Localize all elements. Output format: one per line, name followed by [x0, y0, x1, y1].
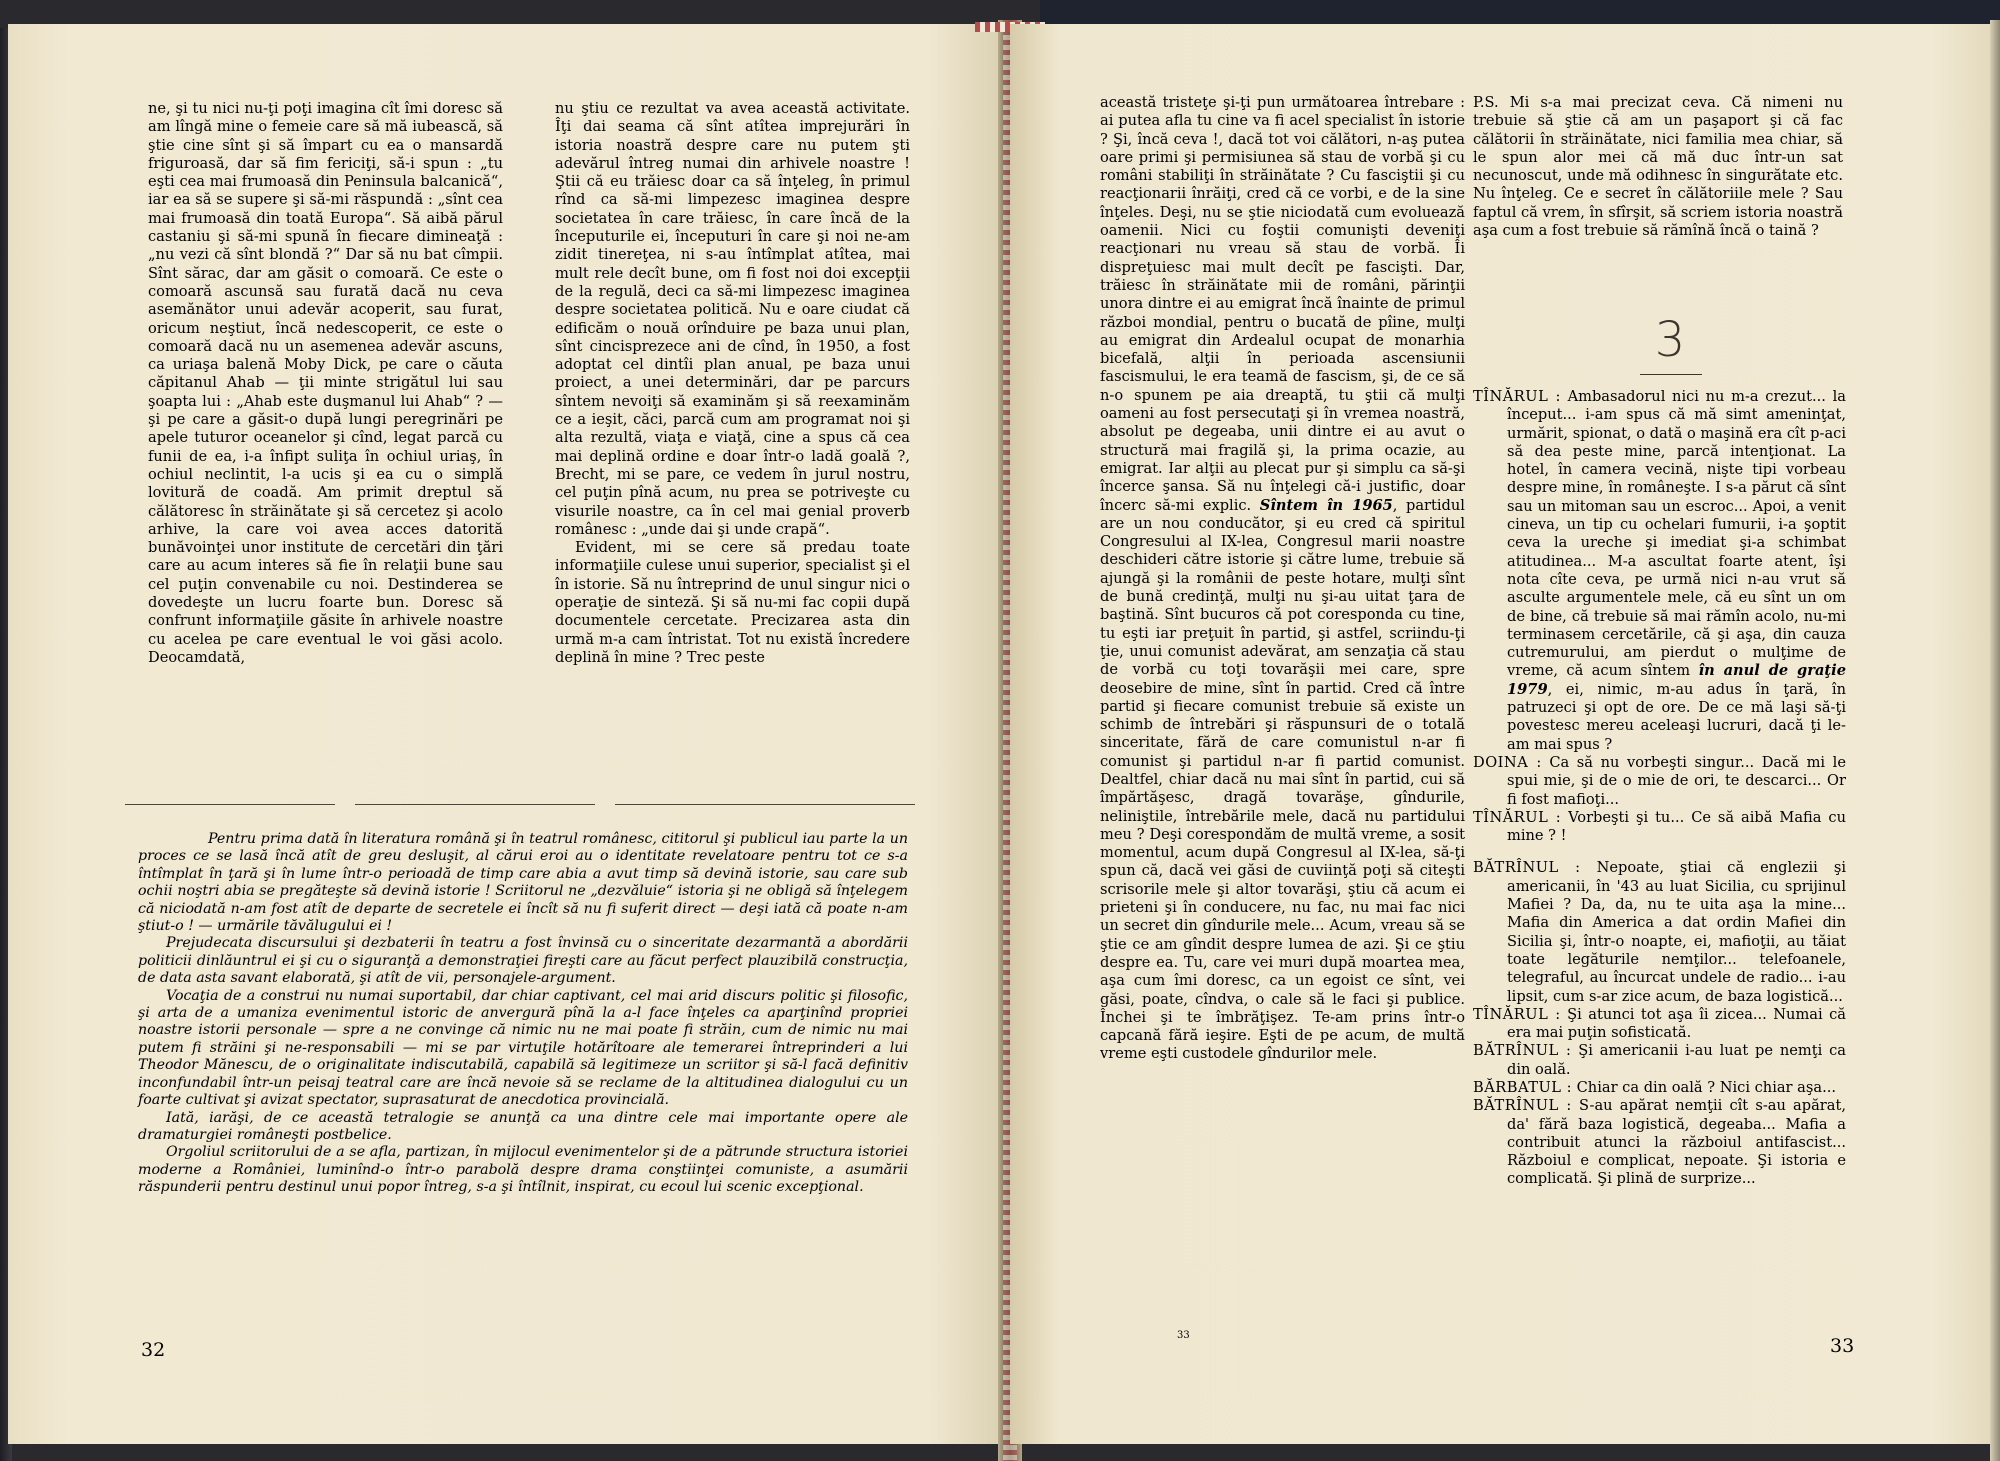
speaker-name: BĂRBATUL : — [1473, 1078, 1572, 1096]
section-number: 3 — [1654, 312, 1686, 368]
speaker-name: DOINA : — [1473, 753, 1542, 771]
dialogue-text: Şi americanii i-au luat pe nemţi ca din oală. — [1507, 1042, 1846, 1078]
left-page-column-1 — [148, 100, 503, 667]
page-number-right: 33 — [1830, 1335, 1855, 1357]
dialogue-line — [1473, 754, 1846, 809]
dialogue-line — [1473, 809, 1846, 846]
postscript: P.S. Mi s-a mai precizat ceva. Că nimeni nu trebuie să ştie că am un paşaport şi că fac călătorii în străinătate, nici familia mea chiar, să le spun alor mei că mă duc într-un sat necunoscut, unde mă odihnesc în singurătate etc. Nu înţeleg. Ce e secret în călătoriile mele ? Sau faptul că vrem, în sfîrşit, să scriem istoria noastră aşa cum a fost trebuie să rămînă încă o taină ? — [1473, 94, 1843, 240]
letter-paragraph — [1100, 94, 1465, 1064]
intro-paragraph: Orgoliul scriitorului de a se afla, partizan, în mijlocul evenimentelor şi de a pătrunde structura istoriei moderne a României, luminînd-o într-o parabolă despre drama conştiinţei comuniste, a asumării răspunderii pentru destinul unui popor întreg, s-a şi întîlnit, inspirat, cu ecoul lui scenic excepţional. — [138, 1144, 908, 1196]
dialogue-text: Chiar ca din oală ? Nici chiar aşa... — [1572, 1078, 1836, 1096]
dialogue-text: Ca să nu vorbeşti singur... Dacă mi le spui mie, şi de o mie de ori, te descarci... Or fi fost mafioţi... — [1507, 753, 1846, 808]
intro-paragraph: Iată, iarăşi, de ce această tetralogie se anunţă ca una dintre cele mai importante opere ale dramaturgiei româneşti postbelice. — [138, 1109, 908, 1143]
right-page-column-2 — [1473, 94, 1843, 240]
dialogue-line — [1473, 1079, 1846, 1097]
speaker-name: BĂTRÎNUL : — [1473, 1042, 1572, 1060]
speaker-name: TÎNĂRUL : — [1473, 808, 1562, 826]
letter-text: această tristeţe şi-ţi pun următoarea întrebare : ai putea afla tu cine va fi acel specialist în istorie ? Şi, încă ceva !, dacă tot voi călători, n-aş putea oare primi şi permisiunea să stau de vorbă şi cu români stabiliţi în străinătate ? Cu fasciştii şi cu reacţionarii înrăiţi, cred că ce vorbi, e de la sine înţeles. Deşi, nu se ştie niciodată cum evoluează oamenii. Nici cu foştii comunişti deveniţi reacţionari nu vreau să stau de vorbă. Îi dispreţuiesc mai mult decît pe fascişti. Dar, trăiesc în străinătate mii de români, părinţii unora dintre ei au emigrat încă înainte de primul război mondial, pentru o bucată de pîine, mulţi au emigrat din Ardealul ocupat de monarhia bicefală, alţii în perioada ascensiunii fascismului, le era teamă de fascism, şi, de ce să n-o spunem pe aia dreaptă, tu ştii că mulţi oameni au fost persecutaţi şi în vremea noastră, absolut pe degeaba, unii dintre ei au avut o structură mai fragilă şi, la prima ocazie, au emigrat. Iar alţii au plecat pur şi simplu ca să-şi încerce şansa. Să nu înţelegi că-i justific, doar încerc să-mi explic. — [1100, 94, 1465, 514]
paragraph: Evident, mi se cere să predau toate informaţiile culese unui superior, specialist şi el în istorie. Să nu întreprind de unul singur nici o operaţie de sinteză. Şi să nu-mi fac copii după documentele cercetate. Precizarea asta din urmă m-a cam întristat. Tot nu există încredere deplină în mine ? Trec peste — [555, 539, 910, 666]
dialogue-text: Şi atunci tot aşa îi zicea... Numai că era mai puţin sofisticată. — [1507, 1005, 1846, 1042]
paragraph: ne, şi tu nici nu-ţi poţi imagina cît îmi doresc să am lîngă mine o femeie care să mă iubească, să ştie cine sînt şi să împart cu ea o mansardă friguroasă, dar să fim fericiţi, să-i spun : „tu eşti cea mai frumoasă din Peninsula balcanică“, iar ea să se supere şi să-mi răspundă : „sînt cea mai frumoasă din toată Europa“. Să aibă părul castaniu şi să-mi spună în fiecare dimineaţă : „nu vezi că sînt blondă ?“ Dar să nu bat cîmpii. Sînt sărac, dar am găsit o comoară. Ce este o comoară ascunsă sau furată dacă nu ceva asemănător unui adevăr acoperit, sau furat, oricum neştiut, încă nedescoperit, ce este o comoară dacă nu un asemenea adevăr ascuns, ca uriaşa balenă Moby Dick, pe care o căuta căpitanul Ahab — ţii minte strigătul lui sau şoapta lui : „Ahab este duşmanul lui Ahab“ ? — şi pe care a găsit-o după lungi peregrinări pe apele tuturor oceanelor şi cînd, legat parcă cu funii de ea, i-a înfipt suliţa în ochiul uriaş, în ochiul neclintit, l-a ucis şi ea cu o simplă lovitură de coadă. Am primit dreptul să călătoresc în străinătate şi să cercetez şi acolo arhive, la care voi avea acces datorită bunăvoinţei unor institute de cercetări din ţări care au acum interes să fie în relaţii bune sau cel puţin convenabile cu noi. Destinderea se dovedeşte un lucru foarte bun. Doresc să confrunt informaţiile găsite în arhivele noastre cu acelea pe care eventual le voi găsi acolo. Deocamdată, — [148, 100, 503, 666]
dialogue-line — [1473, 859, 1846, 1005]
dialogue-text: S-au apărat nemţii cît s-au apărat, da' fără baza logistică, degeaba... Mafia a contribuit atunci la războiul antifascist... Războiul e complicat, nepoate. Şi istoria e complicată. Şi plină de surprize... — [1507, 1097, 1846, 1188]
speaker-name: TÎNĂRUL : — [1473, 1005, 1561, 1023]
letter-text: , partidul are un nou conducător, şi eu cred că spiritul Congresului al IX-lea, Congresul marii noastre deschideri către istorie şi către lume, trebuie să ajungă şi la românii de peste hotare, mulţi sînt de bună credinţă, mulţi nu şi-au uitat ţara de baştină. Sînt bucuros că pot coresponda cu tine, tu eşti iar preţuit în partid, şi astfel, scriindu-ţi ţie, unui comunist adevărat, am senzaţia că stau de vorbă cu toţi tovarăşii mei care, spre deosebire de mine, sînt în partid. Cred că între partid şi fiecare comunist trebuie să existe un schimb de întrebări şi răspunsuri de o totală sinceritate, fără de care comunistul n-ar fi comunist şi partidul n-ar fi partid comunist. Dealtfel, chiar dacă nu mai sînt în partid, cui să împărtăşesc, dragă tovarăşe, gîndurile, neliniştile, întrebările mele, dacă nu partidului meu ? Deşi corespondăm de multă vreme, a sosit momentul, acum după Congresul al IX-lea, să-ţi spun că, dacă vei găsi de cuviinţă poţi să citeşti scrisorile mele şi altor tovarăşi, ştiu că acum ei prieteni şi în conducere, nu fac, nu mai fac nici un secret din gîndurile mele... Acum, vreau să se ştie ce am gîndit despre lumea de azi. Şi ce ştiu despre ea. Tu, care vei muri după moartea mea, aşa cum îmi doresc, ca un egoist ce sînt, vei găsi, poate, cîndva, o cale să le faci şi publice. Închei şi te îmbrăţişez. Te-am prins într-o capcană fără ieşire. Eşti de pe acum, de multă vreme eşti custodele gîndurilor mele. — [1100, 496, 1465, 1063]
dialogue-text: Ambasadorul nici nu m-a crezut... la început... i-am spus că mă simt ameninţat, urmărit, spionat, o dată o maşină era cît p-aci să dea peste mine, parcă intenţionat. La hotel, în camera vecină, nişte tipi vorbeau despre mine, în româneşte. I s-a părut că sînt sau un mitoman sau un escroc... Apoi, a venit cineva, un tip cu ochelari fumurii, i-a şoptit ceva la ureche şi imediat şi-a schimbat atitudinea... M-a ascultat foarte atent, îşi nota cîte ceva, pe urmă nici n-au vrut să asculte argumentele mele, că eu sînt un om de bine, că trebuie să mai rămîn acolo, nu-mi terminasem cercetările, că şi aşa, din cauza cutremurului, am pierdut o mulţime de vreme, că acum sîntem — [1507, 388, 1846, 680]
dialogue-line — [1473, 1006, 1846, 1043]
dialogue-line — [1473, 1097, 1846, 1188]
intro-paragraph: Vocaţia de a construi nu numai suportabil, dar chiar captivant, cel mai arid discurs politic şi filosofic, şi arta de a umaniza evenimentul istoric de anvergură pînă la a-l face înţeles ca aparţinînd propriei noastre istorii personale — spre a ne convinge că nimic nu ne mai poate fi străin, cum de nimic nu mai putem fi străini şi ne-responsabili — mi se par virtuţile hotărîtoare ale temerarei întreprinderi a lui Theodor Mănescu, de o originalitate indiscutabilă, capabilă să legitimeze un scriitor şi să-l facă definitiv inconfundabil într-un peisaj teatral care are încă nevoie să se reclame de la altitudinea dialogului cu un foarte cultivat şi avizat spectator, suprasaturat de anecdotica provincială. — [138, 987, 908, 1109]
section-divider — [125, 804, 915, 805]
dialogue-line — [1473, 388, 1846, 754]
section-rule — [1640, 374, 1702, 375]
right-page-column-1 — [1100, 94, 1465, 1064]
dialogue-line — [1473, 1042, 1846, 1079]
speaker-name: BĂTRÎNUL : — [1473, 1097, 1572, 1115]
editorial-introduction — [138, 831, 908, 1197]
dialogue-block — [1473, 388, 1846, 1189]
book-cover-top — [1040, 0, 2000, 26]
intro-paragraph: Pentru prima dată în literatura română şi în teatrul românesc, cititorul şi publicul iau parte la un proces ce se lasă încă atît de greu desluşit, al cărui eroi au o identitate revelatoare pentru tot ce s-a întîmplat în ţară şi în lume într-o perioadă de timp care abia a avut timp să devină istorie, sau care sub ochii noştri abia se pregăteşte să devină istorie ! Scriitorul ne „dezvăluie“ istoria şi ne obligă să înţelegem că niciodată n-am fost atît de departe de secretele ei încît să nu fi suferit direct — deşi iată că poate n-am ştiut-o ! — urmările tăvălugului ei ! — [138, 831, 908, 935]
printer-mark: 33 — [1177, 1330, 1190, 1341]
emphasis-year: Sîntem în 1965 — [1259, 496, 1393, 514]
page-edge-right — [1990, 20, 2000, 1461]
left-page-column-2 — [555, 100, 910, 667]
emphasis-phrase: în anul de graţie 1979 — [1507, 662, 1846, 698]
dialogue-text: Nepoate, ştiai că englezii şi americanii, în '43 au luat Sicilia, cu sprijinul Mafiei ? Da, da, nu te uita aşa la mine... Mafia din America a dat ordin Mafiei din Sicilia şi, într-o noapte, ei, mafioţii, au tăiat toate legăturile nemţilor... telefoanele, telegraful, au încurcat undele de radio... i-au lipsit, cum s-ar zice acum, de baza logistică... — [1507, 859, 1846, 1005]
dialogue-text: , ei, nimic, m-au adus în ţară, în patruzeci şi opt de ore. De ce mă laşi să-ţi povestesc mereu aceleaşi lucruri, dacă ţi le-am mai spus ? — [1507, 680, 1846, 753]
paragraph: nu ştiu ce rezultat va avea această activitate. Îţi dai seama că sînt atîtea imprejurări în istoria noastră despre care nu putem şti adevărul întreg numai din arhivele noastre ! Ştii că eu trăiesc doar ca să înţeleg, în primul rînd ca să-mi limpezesc imaginea despre societatea în care trăiesc, în care încă de la începuturile ei, începuturi în care şi noi ne-am zidit tinereţea, ni s-au întîmplat atîtea, mai mult rele decît bune, om fi fost noi doi excepţii de la regulă, deci ca să-mi limpezesc imaginea despre societatea politică. Nu e oare ciudat că edificăm o nouă orînduire pe baza unui plan, sînt cincisprezece ani de cînd, în 1950, a fost adoptat cel dintîi plan anual, pe baza unui proiect, a unei determinări, dar pe parcurs sîntem nevoiţi să examinăm şi să reexaminăm ce a ieşit, căci, parcă cum am programat noi şi alta rezultă, viaţa e viaţă, cine a spus că cea mai deplină ordine e doar într-o ladă goală ?, Brecht, mi se pare, ce vedem în jurul nostru, cel puţin pînă acum, nu prea se potriveşte cu visurile noastre, ca în cel mai genial proverb românesc : „unde dai şi unde crapă“. — [555, 100, 910, 538]
intro-paragraph: Prejudecata discursului şi dezbaterii în teatru a fost învinsă cu o sinceritate dezarmantă a abordării politicii dinlăuntrul ei şi cu o siguranţă a demonstraţiei fireşti care au făcut perfect plauzibilă construcţia, de data asta savant elaborată, şi atît de vii, personajele-argument. — [138, 935, 908, 987]
dialogue-text: Vorbeşti şi tu... Ce să aibă Mafia cu mine ? ! — [1507, 808, 1846, 845]
speaker-name: BĂTRÎNUL : — [1473, 859, 1581, 877]
page-number-left: 32 — [141, 1339, 166, 1361]
speaker-name: TÎNĂRUL : — [1473, 388, 1561, 405]
